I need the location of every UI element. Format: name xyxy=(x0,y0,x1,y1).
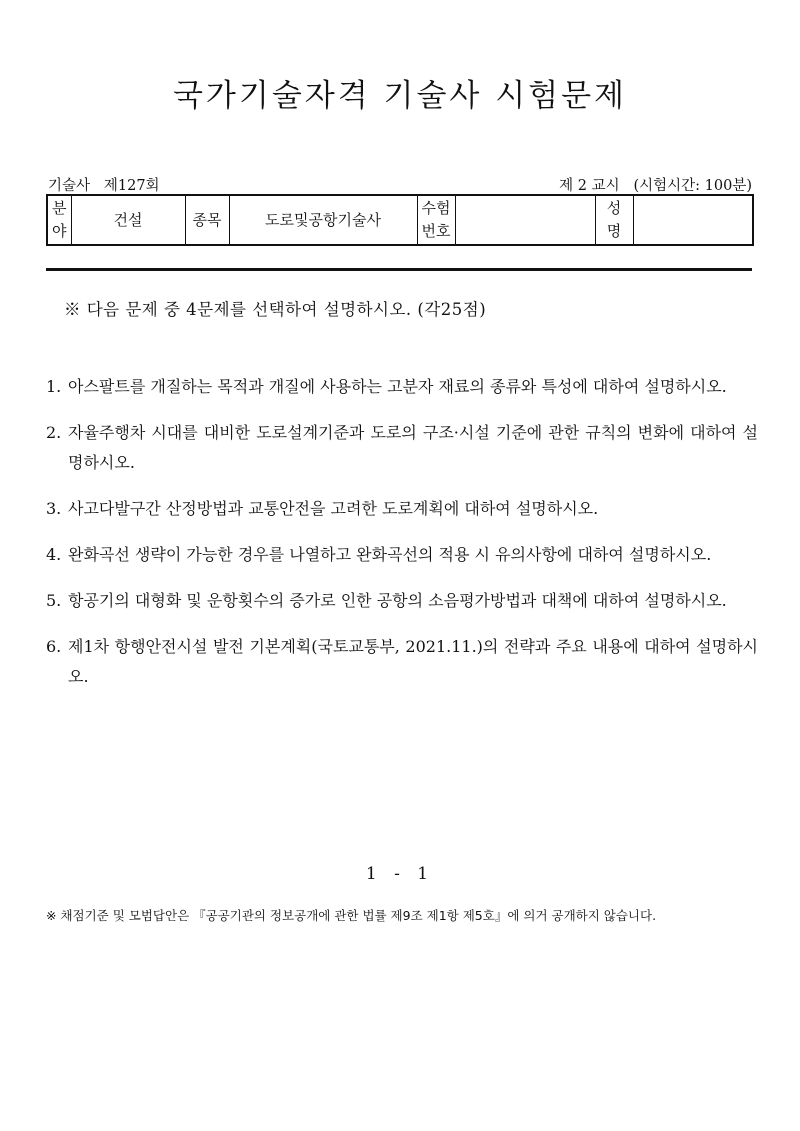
period-text: 제 2 교시 xyxy=(559,178,620,194)
question-text: 사고다발구간 산정방법과 교통안전을 고려한 도로계획에 대하여 설명하시오. xyxy=(68,499,599,518)
exam-number-label: 수험 번호 xyxy=(417,195,455,245)
exam-round xyxy=(48,174,160,195)
name-label: 성 명 xyxy=(595,195,633,245)
question-item xyxy=(46,540,758,570)
question-number: 4. xyxy=(46,545,62,564)
question-number: 3. xyxy=(46,499,62,518)
field-value: 건설 xyxy=(71,195,185,245)
question-text: 완화곡선 생략이 가능한 경우를 나열하고 완화곡선의 적용 시 유의사항에 대하여 설명하시오. xyxy=(68,545,712,564)
exam-info-table xyxy=(46,194,754,246)
footer-note: ※ 채점기준 및 모범답안은 『공공기관의 정보공개에 관한 법률 제9조 제1항 제5호』에 의거 공개하지 않습니다. xyxy=(46,908,657,923)
exam-period xyxy=(559,174,752,195)
question-item xyxy=(46,494,758,524)
duration-text: (시험시간: 100분) xyxy=(633,178,752,194)
instruction-text: ※ 다음 문제 중 4문제를 선택하여 설명하시오. (각25점) xyxy=(64,300,487,319)
type-value: 도로및공항기술사 xyxy=(229,195,417,245)
grade-text: 기술사 xyxy=(48,178,91,194)
exam-meta-row xyxy=(46,174,752,194)
question-item xyxy=(46,586,758,616)
field-label: 분 야 xyxy=(47,195,71,245)
exam-number-field[interactable] xyxy=(455,195,595,245)
question-item xyxy=(46,632,758,692)
section-divider xyxy=(46,268,752,271)
page-number: 1 - 1 xyxy=(365,864,435,884)
question-number: 6. xyxy=(46,637,62,656)
question-number: 5. xyxy=(46,591,62,610)
name-field[interactable] xyxy=(633,195,753,245)
round-text: 제127회 xyxy=(103,178,160,194)
type-label: 종목 xyxy=(185,195,229,245)
question-item xyxy=(46,418,758,478)
question-number: 2. xyxy=(46,423,62,442)
question-list xyxy=(46,372,758,708)
question-text: 아스팔트를 개질하는 목적과 개질에 사용하는 고분자 재료의 종류와 특성에 대하여 설명하시오. xyxy=(68,377,727,396)
question-item xyxy=(46,372,758,402)
page-title: 국가기술자격 기술사 시험문제 xyxy=(172,78,627,114)
question-text: 자율주행차 시대를 대비한 도로설계기준과 도로의 구조·시설 기준에 관한 규칙의 변화에 대하여 설명하시오. xyxy=(68,423,758,472)
question-number: 1. xyxy=(46,377,62,396)
question-text: 제1차 항행안전시설 발전 기본계획(국토교통부, 2021.11.)의 전략과 주요 내용에 대하여 설명하시오. xyxy=(68,637,758,686)
question-text: 항공기의 대형화 및 운항횟수의 증가로 인한 공항의 소음평가방법과 대책에 대하여 설명하시오. xyxy=(68,591,727,610)
